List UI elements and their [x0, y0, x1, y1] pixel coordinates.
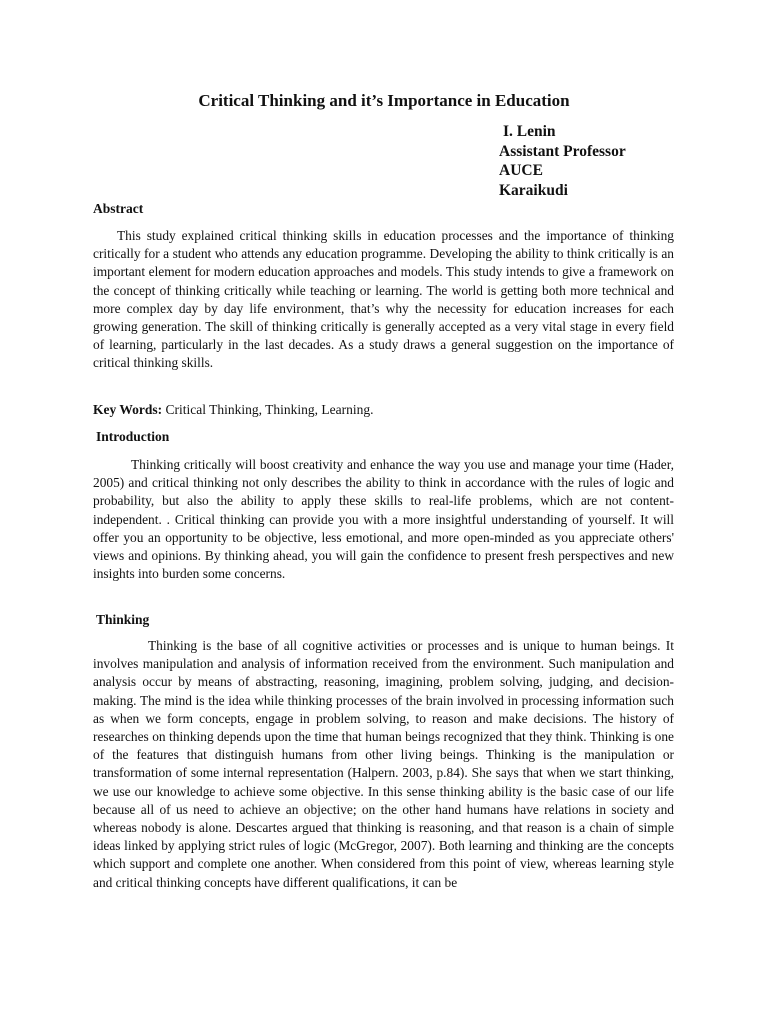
- paper-title: Critical Thinking and it’s Importance in Education: [198, 91, 570, 110]
- thinking-paragraph: Thinking is the base of all cognitive activities or processes and is unique to human beings. It involves manipulation and analysis of information received from the environment. Such manipulation and analysis occur by means of abstracting, reasoning, imagining, problem solving, judging, and decision-making. The mind is the idea while thinking processes of the brain involved in processing information such as when we form concepts, engage in problem solving, to reason and make decisions. The history of researches on thinking depends upon the time that human beings recognized that they think. Thinking is one of the features that distinguish humans from other living beings. Thinking is the manipulation or transformation of some internal representation (Halpern. 2003, p.84). She says that when we start thinking, we use our knowledge to achieve some objective. In this sense thinking ability is the basic case of our life because all of us need to achieve an objective; on the other hand humans have relations in society and whereas nobody is alone. Descartes argued that thinking is reasoning, and that reason is a chain of simple ideas linked by applying strict rules of logic (McGregor, 2007). Both learning and thinking are the concepts which support and complete one another. When considered from this point of view, whereas learning style and critical thinking concepts have different qualifications, it can be: [93, 638, 674, 890]
- keywords-line: [93, 401, 374, 419]
- introduction-heading: Introduction: [96, 429, 170, 444]
- abstract-heading: Abstract: [93, 201, 144, 216]
- keywords-text: Critical Thinking, Thinking, Learning.: [165, 402, 374, 417]
- keywords-label: Key Words:: [93, 402, 163, 417]
- thinking-heading: Thinking: [96, 612, 150, 627]
- author-position: Assistant Professor: [499, 142, 626, 160]
- author-name: I. Lenin: [503, 123, 556, 140]
- author-location: Karaikudi: [499, 181, 568, 199]
- author-institution: AUCE: [499, 162, 543, 179]
- abstract-paragraph: This study explained critical thinking skills in education processes and the importance of thinking critically for a student who attends any education programme. Developing the ability to think critically is an important element for modern education approaches and models. This study intends to give a framework on the concept of thinking critically while teaching or learning. The world is getting both more technical and more complex day by day life environment, that’s why the necessity for education increases for each growing generation. The skill of thinking critically is generally accepted as a very vital stage in every field of learning, particularly in the last decades. As a study draws a general suggestion on the importance of critical thinking skills.: [93, 228, 674, 371]
- author-block: [499, 122, 626, 200]
- introduction-paragraph: Thinking critically will boost creativity and enhance the way you use and manage your time (Hader, 2005) and critical thinking not only describes the ability to think in accordance with the rules of logic and probability, but also the ability to apply these skills to real-life problems, which are not content-independent. . Critical thinking can provide you with a more insightful understanding of yourself. It will offer you an opportunity to be objective, less emotional, and more open-minded as you appreciate others' views and opinions. By thinking ahead, you will gain the confidence to present fresh perspectives and new insights into burden some concerns.: [93, 457, 674, 582]
